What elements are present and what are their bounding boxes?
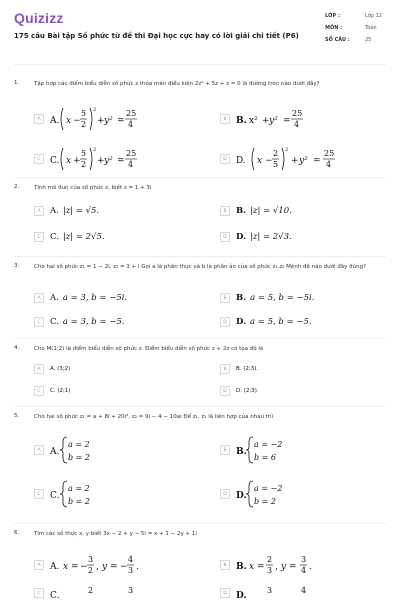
math-expression bbox=[50, 144, 145, 174]
option-answer bbox=[50, 104, 145, 134]
option-b[interactable] bbox=[220, 435, 300, 465]
option-letter-box: D bbox=[220, 489, 230, 499]
option-label: B. bbox=[236, 206, 247, 216]
option-math: a = 5, b = −5i. bbox=[250, 293, 315, 303]
svg-text:y²: y² bbox=[299, 156, 308, 166]
question-text: Cho M(1;2) là điểm biểu diễn số phức z. Điểm biểu diễn số phức z + 2z có tọa độ là bbox=[34, 346, 264, 352]
svg-text:4: 4 bbox=[128, 555, 134, 564]
svg-text:x: x bbox=[63, 562, 69, 572]
svg-text:+: + bbox=[73, 156, 81, 166]
meta-value: Toán bbox=[365, 25, 377, 31]
svg-text:=: = bbox=[117, 116, 125, 126]
question-divider bbox=[14, 338, 386, 339]
math-system bbox=[50, 479, 110, 509]
option-label: C. bbox=[50, 317, 59, 327]
math-expression bbox=[236, 550, 331, 580]
option-letter-box: B bbox=[220, 560, 230, 570]
svg-text:C.: C. bbox=[50, 156, 60, 166]
option-letter-box: A bbox=[34, 364, 44, 374]
option-letter-box: C bbox=[34, 489, 44, 499]
svg-text:+: + bbox=[97, 116, 105, 126]
svg-text:2: 2 bbox=[273, 149, 279, 158]
option-label: A. (3;2) bbox=[50, 366, 71, 372]
question-divider bbox=[14, 177, 386, 178]
option-letter-box: D bbox=[220, 386, 230, 396]
option-answer bbox=[236, 550, 331, 580]
svg-text:,: , bbox=[96, 562, 99, 572]
math-system bbox=[236, 479, 300, 509]
svg-text:2: 2 bbox=[267, 555, 273, 564]
svg-text:x²: x² bbox=[249, 116, 258, 126]
option-letter-box: C bbox=[34, 317, 44, 327]
question-text: Tìm các số thực x, y biết 3x − 2 + y − 5i = x + 1 − 2y + 1i bbox=[34, 531, 197, 537]
svg-text:B.: B. bbox=[236, 116, 247, 126]
svg-text:3: 3 bbox=[128, 586, 134, 595]
svg-text:2: 2 bbox=[81, 120, 87, 129]
option-math: |z| = √5. bbox=[62, 206, 100, 216]
option-letter-box: B bbox=[220, 445, 230, 455]
svg-text:b = 2: b = 2 bbox=[68, 497, 90, 506]
option-a[interactable] bbox=[34, 364, 70, 374]
question-number: 3. bbox=[14, 263, 20, 269]
question-text: Cho hai số phức z₁ = a + 8i + 20i³, z₂ = 9i − 4 − 10ai Để z₁, z₂ là liên hợp của nhau thì bbox=[34, 414, 274, 420]
worksheet-header bbox=[0, 0, 400, 64]
option-answer bbox=[50, 435, 110, 465]
option-answer bbox=[50, 550, 150, 580]
option-letter-box: A bbox=[34, 206, 44, 216]
svg-text:+: + bbox=[262, 116, 270, 126]
option-letter-box: A bbox=[34, 114, 44, 124]
option-d[interactable] bbox=[220, 479, 300, 509]
option-d[interactable] bbox=[220, 317, 312, 327]
option-c[interactable] bbox=[34, 317, 125, 327]
option-letter-box: A bbox=[34, 293, 44, 303]
question-divider bbox=[14, 406, 386, 407]
svg-text:4: 4 bbox=[128, 160, 134, 169]
meta-row-subject bbox=[325, 25, 389, 37]
question-3 bbox=[14, 263, 386, 337]
svg-text:25: 25 bbox=[292, 109, 303, 118]
svg-text:.: . bbox=[136, 562, 139, 572]
question-4 bbox=[14, 345, 386, 405]
meta-value: 25 bbox=[365, 37, 372, 43]
option-label: C. (2;1) bbox=[50, 388, 71, 394]
option-a[interactable] bbox=[34, 550, 150, 580]
svg-text:4: 4 bbox=[326, 160, 332, 169]
question-number: 2. bbox=[14, 184, 20, 190]
worksheet-title: 175 câu Bài tập Số phức từ đề thi Đại học cực hay có lời giải chi tiết (P6) bbox=[14, 32, 299, 40]
svg-text:x: x bbox=[249, 562, 255, 572]
math-expression bbox=[50, 586, 150, 600]
header-divider bbox=[14, 64, 386, 65]
svg-text:A.: A. bbox=[50, 116, 60, 126]
option-letter-box: D bbox=[220, 232, 230, 242]
svg-text:2: 2 bbox=[93, 147, 97, 153]
question-6 bbox=[14, 530, 386, 600]
svg-text:x: x bbox=[66, 116, 72, 126]
svg-text:.: . bbox=[309, 562, 312, 572]
svg-text:−: − bbox=[80, 562, 88, 572]
svg-text:D.: D. bbox=[236, 491, 247, 501]
option-a[interactable] bbox=[34, 104, 145, 134]
option-label: B. bbox=[236, 293, 247, 303]
question-number: 1. bbox=[14, 80, 20, 86]
option-a[interactable] bbox=[34, 293, 127, 303]
option-answer bbox=[236, 435, 300, 465]
option-label: B. (2;3). bbox=[236, 366, 259, 372]
option-b[interactable] bbox=[220, 104, 321, 134]
option-answer bbox=[50, 144, 145, 174]
option-d[interactable] bbox=[220, 144, 346, 174]
math-system bbox=[236, 435, 300, 465]
option-letter-box: B bbox=[220, 364, 230, 374]
svg-text:b = 6: b = 6 bbox=[254, 453, 276, 462]
option-b[interactable] bbox=[220, 364, 258, 374]
svg-text:x: x bbox=[257, 156, 263, 166]
meta-value: Lớp 12 bbox=[365, 13, 382, 19]
option-c[interactable] bbox=[34, 386, 70, 396]
option-b[interactable] bbox=[220, 206, 292, 216]
meta-key: LỚP : bbox=[325, 13, 340, 19]
option-answer bbox=[236, 104, 321, 134]
svg-text:2: 2 bbox=[88, 586, 94, 595]
svg-text:C.: C. bbox=[50, 591, 60, 600]
question-text: Tính mô đun của số phức z, biết z = 1 + 3i bbox=[34, 185, 152, 191]
quizizz-logo: Quizizz bbox=[14, 10, 64, 26]
question-1 bbox=[14, 80, 386, 175]
option-c[interactable] bbox=[34, 586, 150, 600]
option-math: a = 3, b = −5. bbox=[62, 317, 125, 327]
meta-row-count bbox=[325, 37, 389, 49]
option-letter-box: A bbox=[34, 445, 44, 455]
option-answer bbox=[236, 479, 300, 509]
question-number: 6. bbox=[14, 530, 20, 536]
option-answer bbox=[236, 144, 346, 174]
question-text: Tập hợp các điểm biểu diễn số phức z thỏa mãn điều kiện 2z² + 5z + z = 0 là đường tròn nào dưới đây? bbox=[34, 81, 320, 87]
question-number: 4. bbox=[14, 345, 20, 351]
option-d[interactable] bbox=[220, 586, 331, 600]
svg-text:3: 3 bbox=[128, 566, 134, 575]
option-label: D. (2;3). bbox=[236, 388, 259, 394]
option-c[interactable] bbox=[34, 232, 105, 242]
option-letter-box: B bbox=[220, 293, 230, 303]
svg-text:+: + bbox=[291, 156, 299, 166]
meta-key: SỐ CÂU : bbox=[325, 37, 350, 43]
svg-text:B.: B. bbox=[236, 562, 247, 572]
option-d[interactable] bbox=[220, 232, 292, 242]
svg-text:4: 4 bbox=[301, 566, 307, 575]
svg-text:4: 4 bbox=[294, 120, 300, 129]
svg-text:a = −2: a = −2 bbox=[254, 440, 283, 449]
svg-text:25: 25 bbox=[324, 149, 335, 158]
option-letter-box: B bbox=[220, 114, 230, 124]
worksheet-meta bbox=[325, 13, 389, 49]
option-b[interactable] bbox=[220, 293, 314, 303]
svg-text:2: 2 bbox=[81, 160, 87, 169]
option-letter-box: C bbox=[34, 588, 44, 598]
option-answer bbox=[236, 586, 331, 600]
svg-text:y²: y² bbox=[269, 116, 278, 126]
svg-text:3: 3 bbox=[267, 566, 273, 575]
svg-text:=: = bbox=[71, 562, 79, 572]
option-math: a = 5, b = −5. bbox=[250, 317, 312, 327]
svg-text:a = 2: a = 2 bbox=[68, 440, 90, 449]
meta-row-class bbox=[325, 13, 389, 25]
svg-text:−: − bbox=[120, 562, 128, 572]
option-label: A. bbox=[50, 293, 59, 303]
svg-text:A.: A. bbox=[50, 562, 60, 572]
option-answer bbox=[50, 586, 150, 600]
math-expression bbox=[50, 104, 145, 134]
svg-text:4: 4 bbox=[301, 586, 307, 595]
question-divider bbox=[14, 256, 386, 257]
option-a[interactable] bbox=[34, 435, 110, 465]
svg-text:2: 2 bbox=[88, 566, 94, 575]
svg-text:=: = bbox=[117, 156, 125, 166]
option-letter-box: A bbox=[34, 560, 44, 570]
svg-text:−: − bbox=[265, 156, 273, 166]
svg-text:4: 4 bbox=[128, 120, 134, 129]
svg-text:=: = bbox=[313, 156, 321, 166]
svg-text:b = 2: b = 2 bbox=[68, 453, 90, 462]
question-text: Cho hai số phức z₁ = 1 − 2i, z₂ = 3 + i Gọi a là phần thực và b là phần ảo của số phức z₁.z₂ Mệnh đề nào dưới đây đúng? bbox=[34, 264, 366, 270]
option-letter-box: C bbox=[34, 154, 44, 164]
svg-text:3: 3 bbox=[301, 555, 307, 564]
option-math: a = 3, b = −5i. bbox=[62, 293, 128, 303]
svg-text:5: 5 bbox=[81, 149, 87, 158]
svg-text:5: 5 bbox=[273, 160, 279, 169]
question-divider bbox=[14, 523, 386, 524]
svg-text:y =: y = bbox=[102, 562, 118, 572]
option-label: D. bbox=[236, 232, 247, 242]
svg-text:5: 5 bbox=[81, 109, 87, 118]
svg-text:=: = bbox=[283, 116, 291, 126]
option-b[interactable] bbox=[220, 550, 331, 580]
option-d[interactable] bbox=[220, 386, 259, 396]
svg-text:,: , bbox=[275, 562, 278, 572]
svg-text:2: 2 bbox=[93, 107, 97, 113]
question-5 bbox=[14, 413, 386, 521]
svg-text:x: x bbox=[66, 156, 72, 166]
math-expression bbox=[236, 144, 346, 174]
svg-text:A.: A. bbox=[50, 447, 60, 457]
option-label: C. bbox=[50, 232, 59, 242]
math-expression bbox=[50, 550, 150, 580]
svg-text:y =: y = bbox=[281, 562, 297, 572]
svg-text:D.: D. bbox=[236, 156, 246, 166]
math-expression bbox=[236, 104, 321, 134]
svg-text:=: = bbox=[257, 562, 265, 572]
svg-text:D.: D. bbox=[236, 591, 247, 600]
svg-text:25: 25 bbox=[126, 109, 137, 118]
svg-text:a = 2: a = 2 bbox=[68, 484, 90, 493]
option-letter-box: D bbox=[220, 154, 230, 164]
option-label: D. bbox=[236, 317, 247, 327]
svg-text:B.: B. bbox=[236, 447, 247, 457]
svg-text:3: 3 bbox=[267, 586, 273, 595]
question-2 bbox=[14, 184, 386, 250]
svg-text:a = −2: a = −2 bbox=[254, 484, 283, 493]
svg-text:+: + bbox=[97, 156, 105, 166]
svg-text:−: − bbox=[73, 116, 81, 126]
option-c[interactable] bbox=[34, 144, 145, 174]
option-math: |z| = √10. bbox=[250, 206, 292, 216]
math-system bbox=[50, 435, 110, 465]
svg-text:2: 2 bbox=[285, 147, 289, 153]
math-expression bbox=[236, 586, 331, 600]
option-c[interactable] bbox=[34, 479, 110, 509]
option-letter-box: D bbox=[220, 317, 230, 327]
option-math: |z| = 2√3. bbox=[250, 232, 292, 242]
option-letter-box: C bbox=[34, 232, 44, 242]
option-answer bbox=[50, 479, 110, 509]
option-letter-box: D bbox=[220, 588, 230, 598]
option-a[interactable] bbox=[34, 206, 99, 216]
meta-key: MÔN : bbox=[325, 25, 343, 31]
option-letter-box: C bbox=[34, 386, 44, 396]
svg-text:C.: C. bbox=[50, 491, 60, 501]
svg-text:3: 3 bbox=[88, 555, 94, 564]
svg-text:b = 2: b = 2 bbox=[254, 497, 276, 506]
svg-text:y²: y² bbox=[104, 156, 113, 166]
question-number: 5. bbox=[14, 413, 20, 419]
option-letter-box: B bbox=[220, 206, 230, 216]
svg-text:y²: y² bbox=[104, 116, 113, 126]
option-label: A. bbox=[50, 206, 59, 216]
svg-text:25: 25 bbox=[126, 149, 137, 158]
option-math: |z| = 2√5. bbox=[62, 232, 105, 242]
